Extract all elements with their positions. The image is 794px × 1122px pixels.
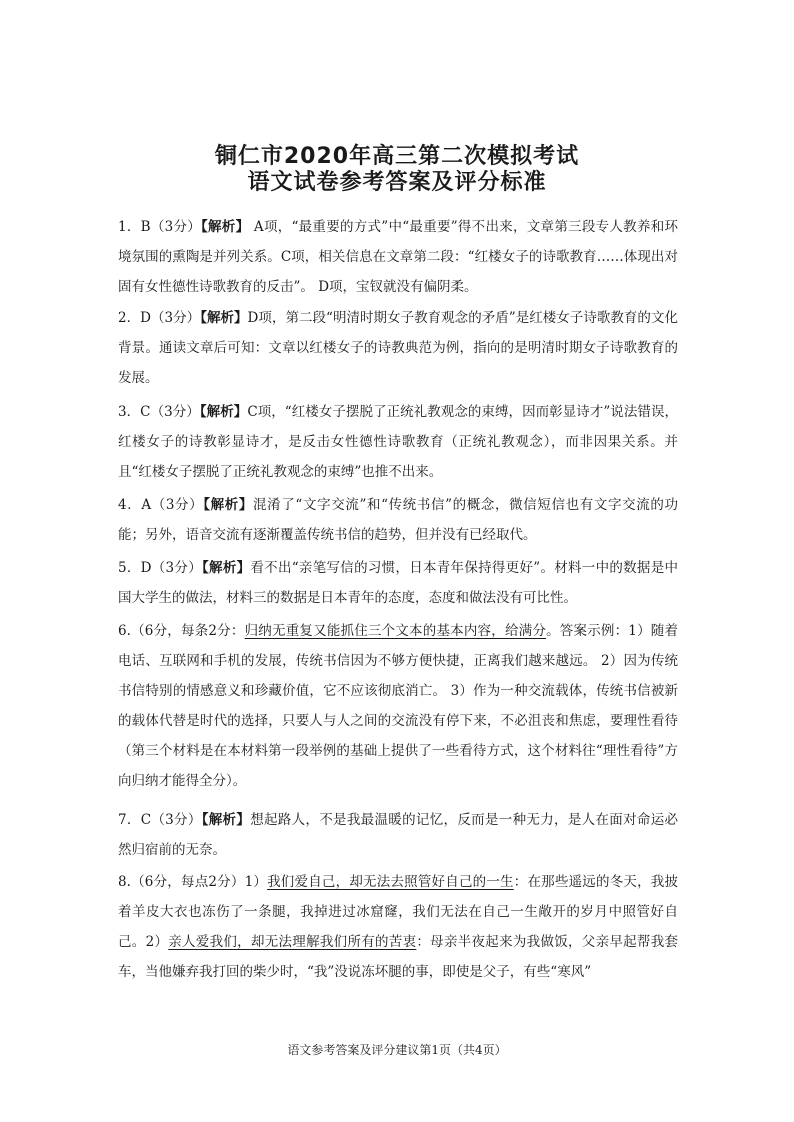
item-text: D项，第二段“明清时期女子教育观念的矛盾”是红楼女子诗歌教育的文化背景。通读文章后可知：文章以红楼女子的诗教典范为例，指向的是明清时期女子诗歌教育的发展。	[118, 310, 678, 386]
item-text-continued: ：母亲半夜起来为我做饭，父亲早起帮我套车，当他嫌弃我打回的柴少时，“我”没说冻坏腿的事，即使是父子，有些“寒风”	[118, 934, 679, 980]
item-prefix: 5．D（3分）	[118, 560, 202, 576]
item-text: ：在那些遥远的冬天，我披着羊皮大衣也冻伤了一条腿，我掉进过冰窟窿，我们无法在自己一生敞开的岁月中照管好自己。2）	[118, 874, 679, 950]
answer-item-5	[118, 553, 678, 613]
point-2-underlined: 亲人爱我们，却无法理解我们所有的苦衷	[168, 934, 417, 950]
point-1-underlined: 我们爱自己，却无法去照管好自己的一生	[267, 874, 514, 890]
answer-item-3	[118, 397, 678, 487]
item-text: 想起路人，不是我最温暖的记忆，反而是一种无力，是人在面对命运必然归宿前的无奈。	[118, 812, 679, 858]
analysis-tag: 【解析】	[202, 560, 251, 576]
item-prefix: 3．C（3分）	[118, 404, 200, 420]
exam-title: 铜仁市2020年高三第二次模拟考试	[214, 144, 580, 169]
item-text: 混淆了“文字交流”和“传统书信”的概念，微信短信也有文字交流的功能；另外，语音交流有逐渐覆盖传统书信的趋势，但并没有已经取代。	[118, 497, 678, 543]
answer-item-2	[118, 303, 678, 393]
answer-item-7	[118, 805, 678, 865]
answer-item-4	[118, 490, 678, 550]
scoring-rule-underlined: 归纳无重复又能抓住三个文本的基本内容，给满分	[244, 623, 547, 639]
item-prefix: 6.（6分，每条2分：	[118, 623, 245, 639]
item-prefix: 8.（6分，每点2分）1）	[118, 874, 268, 890]
answer-item-1	[118, 212, 678, 302]
item-prefix: 4．A（3分）	[118, 497, 204, 513]
item-text: 看不出“亲笔写信的习惯，日本青年保持得更好”。材料一中的数据是中国大学生的做法，材料三的数据是日本青年的态度，态度和做法没有可比性。	[118, 560, 678, 606]
answer-item-6	[118, 616, 678, 796]
analysis-tag: 【解析】	[201, 812, 251, 828]
item-prefix: 2．D（3分）	[118, 310, 201, 326]
page-footer: 语文参考答案及评分建议第1页（共4页）	[287, 1043, 507, 1057]
item-prefix: 1．B（3分）	[118, 219, 202, 235]
item-prefix: 7．C（3分）	[118, 812, 202, 828]
answer-item-8	[118, 867, 678, 987]
analysis-tag: 【解析】	[200, 310, 248, 326]
analysis-tag: 【解析】	[203, 497, 254, 513]
analysis-tag: 【解析】	[201, 219, 250, 235]
exam-subtitle: 语文试卷参考答案及评分标准	[247, 170, 547, 195]
item-text: 。答案示例：1）随着电话、互联网和手机的发展，传统书信因为不够方便快捷，正离我们越来越远。 2）因为传统书信特别的情感意义和珍藏价值，它不应该彻底消亡。 3）作为一种交流载体，传统书信被新的载体代替是时代的选择，只要人与人之间的交流没有停下来，不必沮丧和焦虑，要理性看待（第三个材料是在本材料第一段举例的基础上提供了一些看待方式，这个材料往“理性看待”方向归纳才能得全分）。	[118, 623, 678, 789]
item-text: C项，“红楼女子摆脱了正统礼教观念的束缚，因而彰显诗才”说法错误，红楼女子的诗教彰显诗才，是反击女性德性诗歌教育（正统礼教观念），而非因果关系。并且“红楼女子摆脱了正统礼教观念的束缚”也推不出来。	[118, 404, 679, 480]
item-text: A项，“最重要的方式”中“最重要”得不出来，文章第三段专人教养和环境氛围的熏陶是并列关系。C项，相关信息在文章第二段：“红楼女子的诗歌教育……体现出对固有女性德性诗歌教育的反击”。 D项，宝钗就没有偏阴柔。	[118, 219, 678, 295]
analysis-tag: 【解析】	[199, 404, 248, 420]
